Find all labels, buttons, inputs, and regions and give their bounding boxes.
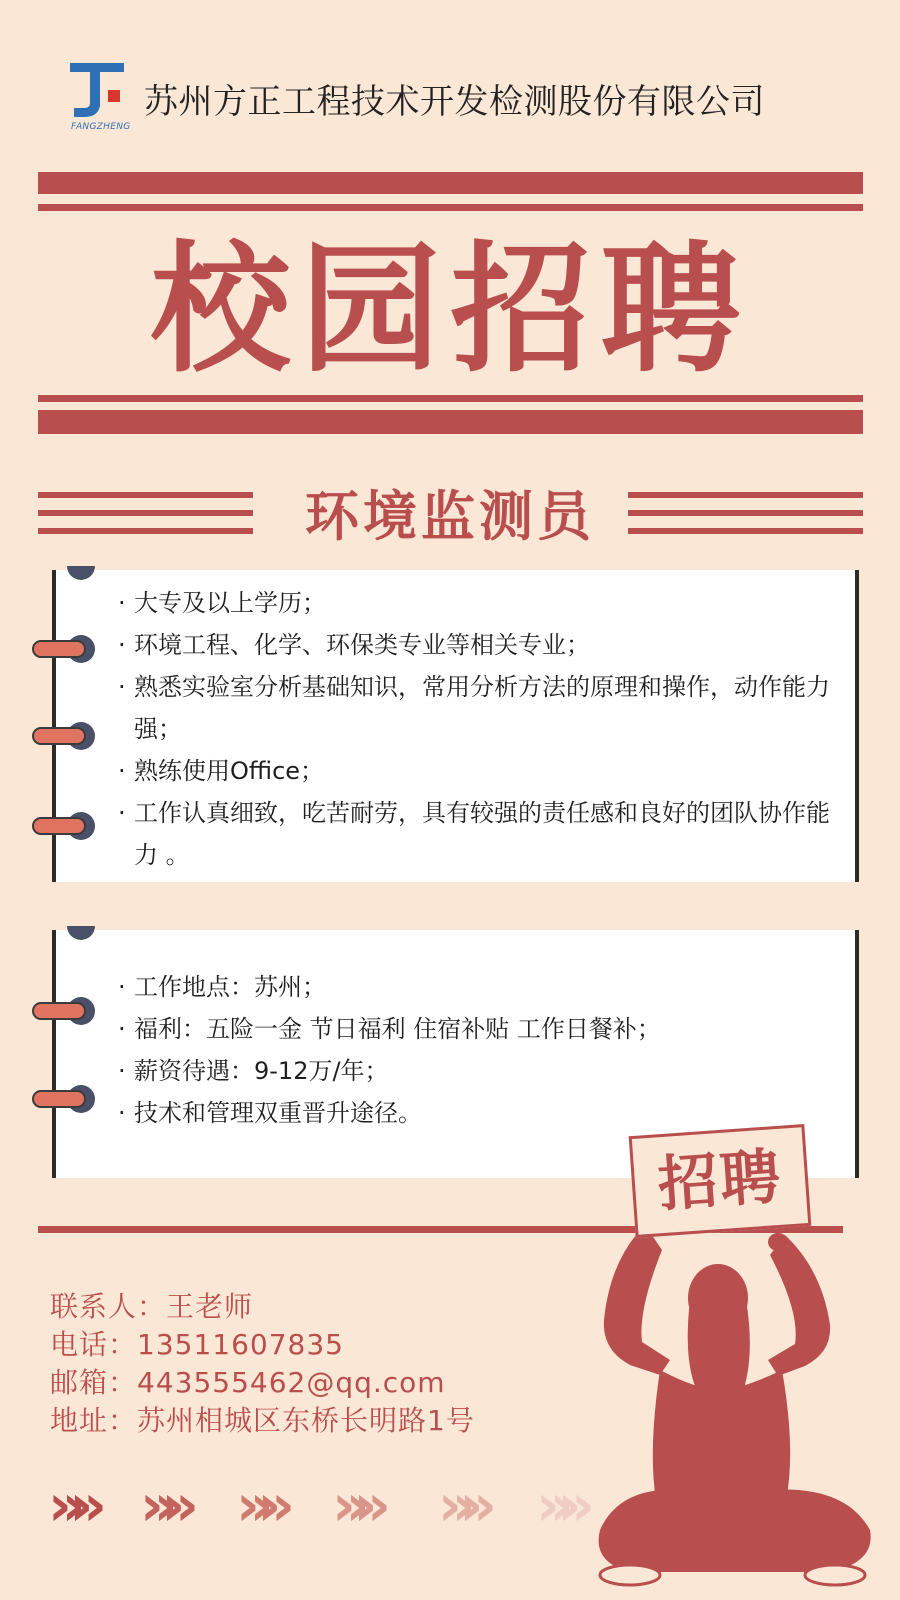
bullet: · [118, 1057, 126, 1085]
recruit-sign [629, 1124, 812, 1238]
bullet: · [118, 757, 126, 785]
contact-email: 邮箱：443555462@qq.com [50, 1366, 446, 1399]
chevron-right-icon: »» [438, 1471, 481, 1539]
chevron-right-icon: »» [140, 1471, 183, 1539]
notebook-ring-bar [32, 640, 86, 658]
right-stripe [628, 492, 863, 498]
list-item: · 环境工程、化学、环保类专业等相关专业； [118, 624, 838, 666]
list-item: · 技术和管理双重晋升途径。 [118, 1092, 838, 1134]
sign-text: 招聘 [655, 1141, 785, 1221]
list-item: · 福利：五险一金 节日福利 住宿补贴 工作日餐补； [118, 1008, 838, 1050]
right-stripe [628, 528, 863, 534]
left-stripe [38, 492, 253, 498]
notebook-ring-bar [32, 727, 86, 745]
mid-bar-thick [38, 410, 863, 434]
left-stripe [38, 528, 253, 534]
list-item: · 工作认真细致，吃苦耐劳，具有较强的责任感和良好的团队协作能力 。 [118, 792, 838, 876]
bullet: · [118, 1015, 126, 1043]
mid-bar-thin [38, 395, 863, 402]
bullet: · [118, 631, 126, 659]
contact-phone: 电话：13511607835 [50, 1328, 344, 1361]
benefits-list [118, 966, 838, 1134]
chevron-right-icon: »» [536, 1471, 579, 1539]
notebook-spine [52, 570, 56, 882]
notebook-ring-bar [32, 817, 86, 835]
chevron-right-icon: »» [236, 1471, 279, 1539]
right-stripe [628, 510, 863, 516]
bullet: · [118, 589, 126, 617]
bullet: · [118, 799, 126, 827]
contact-address: 地址：苏州相城区东桥长明路1号 [50, 1404, 475, 1437]
list-item: · 熟悉实验室分析基础知识，常用分析方法的原理和操作，动作能力强； [118, 666, 838, 750]
list-item: · 薪资待遇：9-12万/年； [118, 1050, 838, 1092]
notebook-ring-bar [32, 1090, 86, 1108]
position-title: 环境监测员 [305, 485, 595, 548]
notebook-ring-bar [32, 1002, 86, 1020]
logo-text: FANGZHENG [71, 122, 131, 132]
notebook-spine [52, 930, 56, 1178]
bullet: · [118, 673, 126, 701]
top-bar-thick [38, 172, 863, 194]
chevron-right-icon: »» [332, 1471, 375, 1539]
company-name: 苏州方正工程技术开发检测股份有限公司 [144, 82, 765, 122]
main-title: 校园招聘 [150, 229, 751, 392]
list-item: · 工作地点：苏州； [118, 966, 838, 1008]
list-item: · 熟练使用Office； [118, 750, 838, 792]
contact-person: 联系人：王老师 [50, 1290, 254, 1323]
chevron-right-icon: »» [48, 1471, 91, 1539]
bullet: · [118, 1099, 126, 1127]
fangzheng-logo-icon [70, 63, 128, 131]
left-stripe [38, 510, 253, 516]
person-holding-sign-illustration [590, 1200, 880, 1600]
requirements-list [118, 582, 838, 876]
top-bar-thin [38, 204, 863, 211]
list-item: · 大专及以上学历； [118, 582, 838, 624]
bullet: · [118, 973, 126, 1001]
